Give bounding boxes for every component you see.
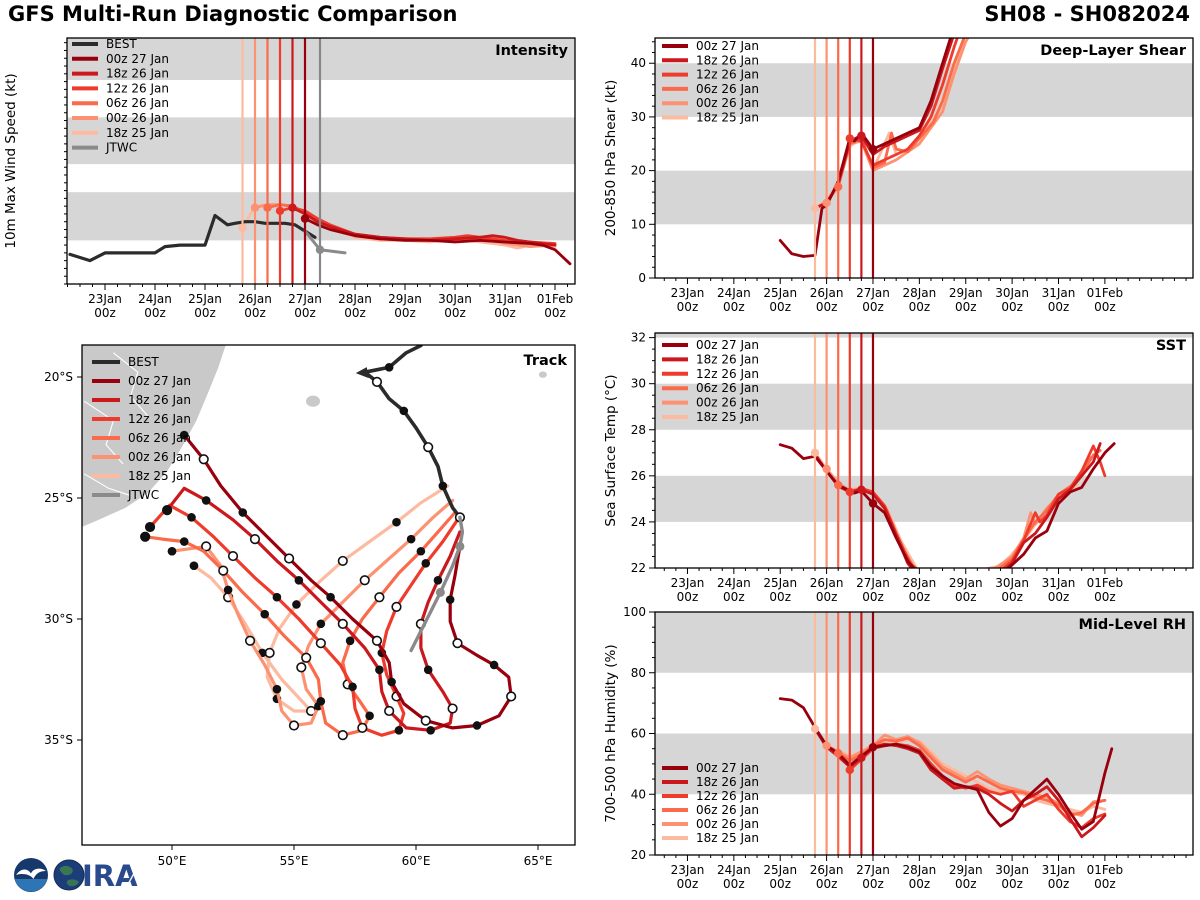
svg-text:40: 40	[630, 787, 646, 802]
svg-text:00z 27 Jan: 00z 27 Jan	[106, 51, 169, 66]
svg-text:01Feb: 01Feb	[536, 292, 574, 306]
svg-text:26Jan: 26Jan	[238, 292, 272, 306]
svg-text:Intensity: Intensity	[495, 43, 568, 59]
svg-text:BEST: BEST	[106, 37, 137, 51]
svg-text:30Jan: 30Jan	[438, 292, 472, 306]
svg-text:27Jan: 27Jan	[856, 576, 890, 590]
svg-text:Deep-Layer Shear: Deep-Layer Shear	[1040, 43, 1186, 59]
svg-text:00z 27 Jan: 00z 27 Jan	[696, 338, 759, 352]
svg-text:00z: 00z	[194, 306, 216, 320]
svg-text:18z 26 Jan: 18z 26 Jan	[106, 66, 169, 81]
svg-text:18z 26 Jan: 18z 26 Jan	[696, 352, 759, 367]
svg-text:29Jan: 29Jan	[948, 286, 983, 300]
svg-text:00z: 00z	[544, 306, 566, 320]
svg-text:06z 26 Jan: 06z 26 Jan	[128, 431, 191, 445]
svg-text:30: 30	[630, 109, 646, 124]
svg-text:24Jan: 24Jan	[716, 576, 751, 590]
svg-text:00z: 00z	[723, 300, 745, 314]
svg-text:10: 10	[630, 217, 646, 232]
svg-text:29Jan: 29Jan	[948, 576, 983, 590]
svg-text:65°E: 65°E	[523, 854, 553, 868]
svg-text:00z: 00z	[676, 877, 699, 891]
svg-text:06z 26 Jan: 06z 26 Jan	[696, 803, 759, 817]
svg-text:00z: 00z	[954, 300, 977, 314]
svg-text:00z: 00z	[954, 590, 977, 602]
svg-text:200-850 hPa Shear (kt): 200-850 hPa Shear (kt)	[603, 79, 619, 237]
svg-text:00z 27 Jan: 00z 27 Jan	[696, 761, 759, 775]
svg-text:25Jan: 25Jan	[763, 286, 798, 300]
svg-text:00z: 00z	[908, 300, 931, 314]
svg-text:23Jan: 23Jan	[670, 576, 705, 590]
svg-text:30°S: 30°S	[44, 612, 73, 626]
page-title: GFS Multi-Run Diagnostic Comparison	[8, 2, 458, 26]
svg-text:Sea Surface Temp (°C): Sea Surface Temp (°C)	[603, 374, 619, 527]
svg-text:12z 26 Jan: 12z 26 Jan	[106, 81, 169, 96]
svg-text:55°E: 55°E	[279, 854, 309, 868]
axes	[603, 331, 1186, 602]
svg-text:25°S: 25°S	[44, 491, 73, 505]
svg-text:00z: 00z	[94, 306, 116, 320]
svg-text:00z: 00z	[1094, 590, 1116, 602]
svg-text:31Jan: 31Jan	[1041, 576, 1076, 590]
svg-text:80: 80	[630, 665, 646, 680]
svg-text:27Jan: 27Jan	[856, 863, 890, 877]
svg-text:12z 26 Jan: 12z 26 Jan	[696, 366, 759, 381]
svg-text:24Jan: 24Jan	[138, 292, 172, 306]
svg-text:29Jan: 29Jan	[948, 863, 983, 877]
svg-text:00z: 00z	[294, 306, 316, 320]
svg-text:35°S: 35°S	[44, 733, 73, 747]
svg-text:25Jan: 25Jan	[188, 292, 222, 306]
svg-text:50°E: 50°E	[157, 854, 187, 868]
svg-text:27Jan: 27Jan	[288, 292, 322, 306]
svg-text:00z: 00z	[1047, 300, 1070, 314]
svg-text:40: 40	[630, 56, 646, 71]
svg-text:Mid-Level RH: Mid-Level RH	[1078, 617, 1186, 633]
svg-text:06z 26 Jan: 06z 26 Jan	[696, 81, 759, 96]
init-time-lines	[815, 333, 873, 568]
svg-text:00z: 00z	[862, 877, 884, 891]
svg-text:20: 20	[630, 163, 646, 178]
svg-text:18z 25 Jan: 18z 25 Jan	[128, 469, 191, 483]
svg-text:18z 25 Jan: 18z 25 Jan	[696, 831, 759, 845]
svg-text:0: 0	[638, 271, 646, 285]
svg-text:22: 22	[630, 561, 646, 575]
svg-text:12z 26 Jan: 12z 26 Jan	[696, 67, 759, 82]
svg-text:00z 26 Jan: 00z 26 Jan	[696, 395, 759, 410]
svg-text:26Jan: 26Jan	[809, 576, 844, 590]
track-best	[365, 346, 464, 522]
svg-text:28Jan: 28Jan	[902, 576, 937, 590]
svg-text:23Jan: 23Jan	[670, 286, 705, 300]
svg-text:00z: 00z	[444, 306, 466, 320]
svg-text:27Jan: 27Jan	[856, 286, 890, 300]
svg-text:700-500 hPa Humidity (%): 700-500 hPa Humidity (%)	[603, 644, 619, 823]
noaa-logo-icon	[12, 856, 50, 894]
svg-text:23Jan: 23Jan	[670, 863, 705, 877]
svg-text:00z 26 Jan: 00z 26 Jan	[106, 111, 169, 125]
svg-text:00z: 00z	[144, 306, 166, 320]
axes	[3, 43, 573, 320]
sst-panel	[600, 330, 1200, 602]
svg-text:00z: 00z	[394, 306, 416, 320]
cira-logo-icon	[52, 854, 152, 894]
svg-text:29Jan: 29Jan	[388, 292, 422, 306]
svg-text:24: 24	[630, 514, 646, 529]
rh-panel	[600, 600, 1200, 900]
svg-text:12z 26 Jan: 12z 26 Jan	[128, 412, 191, 426]
svg-text:26: 26	[630, 468, 646, 483]
svg-text:JTWC: JTWC	[128, 488, 160, 502]
svg-text:30Jan: 30Jan	[995, 286, 1030, 300]
svg-text:00z: 00z	[908, 877, 931, 891]
svg-text:00z 27 Jan: 00z 27 Jan	[696, 39, 759, 53]
svg-text:00z: 00z	[1047, 877, 1070, 891]
svg-text:00z: 00z	[676, 300, 699, 314]
svg-text:00z: 00z	[769, 590, 792, 602]
svg-text:00z: 00z	[815, 300, 838, 314]
svg-text:01Feb: 01Feb	[1086, 863, 1124, 877]
svg-text:BEST: BEST	[128, 355, 159, 369]
svg-text:24Jan: 24Jan	[716, 286, 751, 300]
svg-text:01Feb: 01Feb	[1086, 286, 1124, 300]
svg-text:28Jan: 28Jan	[338, 292, 372, 306]
svg-text:60: 60	[630, 726, 646, 741]
svg-text:00z: 00z	[815, 590, 838, 602]
svg-text:00z: 00z	[1047, 590, 1070, 602]
svg-text:00z: 00z	[723, 877, 745, 891]
svg-text:100: 100	[623, 605, 646, 619]
svg-text:32: 32	[630, 330, 646, 345]
shear-panel	[600, 28, 1200, 330]
svg-text:31Jan: 31Jan	[1041, 863, 1076, 877]
svg-text:00z: 00z	[494, 306, 516, 320]
svg-text:28Jan: 28Jan	[902, 286, 937, 300]
svg-text:JTWC: JTWC	[106, 140, 138, 155]
svg-text:12z 26 Jan: 12z 26 Jan	[696, 789, 759, 803]
svg-text:00z 27 Jan: 00z 27 Jan	[128, 374, 191, 388]
svg-text:06z 26 Jan: 06z 26 Jan	[696, 381, 759, 396]
svg-text:00z: 00z	[676, 590, 699, 602]
svg-text:00z: 00z	[344, 306, 366, 320]
svg-text:IRA: IRA	[82, 859, 138, 893]
svg-text:31Jan: 31Jan	[1041, 286, 1076, 300]
svg-text:00z: 00z	[769, 877, 792, 891]
svg-text:25Jan: 25Jan	[763, 576, 798, 590]
storm-id: SH08 - SH082024	[984, 2, 1190, 26]
svg-text:00z: 00z	[1094, 877, 1116, 891]
svg-text:10m Max Wind Speed (kt): 10m Max Wind Speed (kt)	[3, 73, 19, 249]
svg-text:06z 26 Jan: 06z 26 Jan	[106, 96, 169, 111]
svg-text:00z 26 Jan: 00z 26 Jan	[696, 96, 759, 111]
svg-text:30: 30	[630, 376, 646, 391]
svg-text:25Jan: 25Jan	[763, 863, 798, 877]
svg-text:20: 20	[630, 848, 646, 862]
svg-text:00z: 00z	[1094, 300, 1116, 314]
svg-text:18z 26 Jan: 18z 26 Jan	[128, 393, 191, 407]
svg-text:30Jan: 30Jan	[995, 863, 1030, 877]
svg-text:00z: 00z	[723, 590, 745, 602]
svg-text:30Jan: 30Jan	[995, 576, 1030, 590]
svg-text:28: 28	[630, 422, 646, 437]
intensity-panel	[0, 28, 600, 330]
svg-text:18z 25 Jan: 18z 25 Jan	[696, 410, 759, 424]
svg-text:18z 26 Jan: 18z 26 Jan	[696, 775, 759, 789]
svg-text:Track: Track	[523, 353, 567, 369]
svg-text:00z: 00z	[954, 877, 977, 891]
svg-text:23Jan: 23Jan	[88, 292, 122, 306]
svg-text:26Jan: 26Jan	[809, 863, 844, 877]
svg-text:00z: 00z	[1001, 300, 1023, 314]
svg-text:20°S: 20°S	[44, 370, 73, 384]
svg-text:28Jan: 28Jan	[902, 863, 937, 877]
track-panel	[0, 330, 600, 875]
svg-text:00z: 00z	[815, 877, 838, 891]
svg-text:26Jan: 26Jan	[809, 286, 844, 300]
svg-text:00z: 00z	[862, 590, 884, 602]
svg-text:SST: SST	[1155, 338, 1186, 354]
svg-text:60°E: 60°E	[401, 854, 431, 868]
svg-text:01Feb: 01Feb	[1086, 576, 1124, 590]
svg-text:18z 26 Jan: 18z 26 Jan	[696, 53, 759, 68]
svg-text:00z 26 Jan: 00z 26 Jan	[128, 450, 191, 464]
svg-text:00z: 00z	[1001, 590, 1023, 602]
svg-text:18z 25 Jan: 18z 25 Jan	[696, 110, 759, 125]
svg-text:00z: 00z	[1001, 877, 1023, 891]
svg-text:00z: 00z	[769, 300, 792, 314]
svg-text:00z: 00z	[244, 306, 266, 320]
svg-text:31Jan: 31Jan	[488, 292, 522, 306]
svg-text:24Jan: 24Jan	[716, 863, 751, 877]
svg-text:00z: 00z	[908, 590, 931, 602]
svg-text:00z 26 Jan: 00z 26 Jan	[696, 817, 759, 831]
svg-text:18z 25 Jan: 18z 25 Jan	[106, 125, 169, 140]
svg-text:00z: 00z	[862, 300, 884, 314]
